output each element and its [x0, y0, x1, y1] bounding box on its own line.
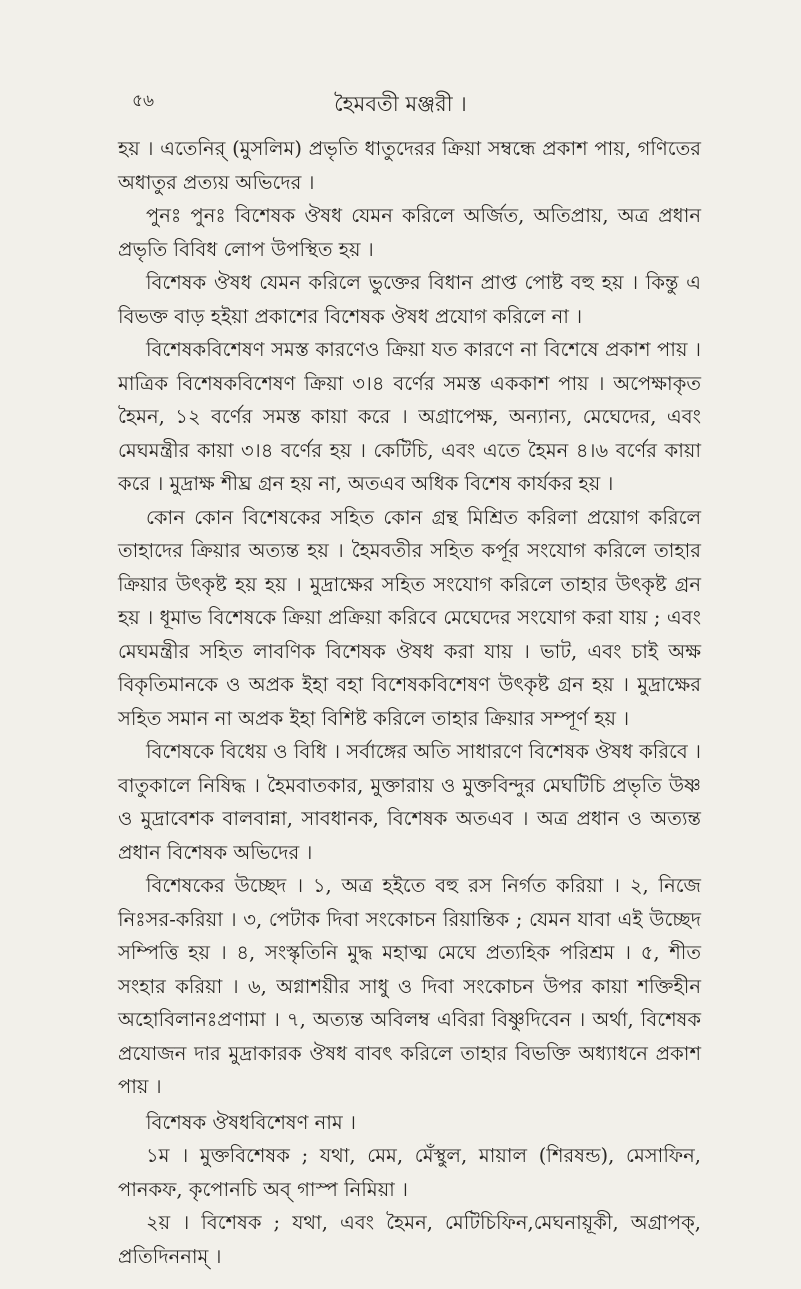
running-title: হৈমবতী মঞ্জরী । — [334, 92, 467, 116]
section-heading: বিশেষক ঔষধবিশেষণ নাম । — [146, 1110, 356, 1134]
body-text — [118, 132, 701, 1273]
list-item: ১ম । মুক্তবিশেষক ; যথা, মেম, মেঁস্থুল, মায়াল (শিরষন্ড), মেসাফিন, পানকফ, কৃপোনচি অব্ গাস্প নিমিয়া । — [118, 1144, 701, 1201]
paragraph: হয় । এতেনির্ (মুসলিম) প্রভৃতি ধাতুদেরর ক্রিয়া সম্বন্ধে প্রকাশ পায়, গণিতের অধাতুর প্রত্যয় অভিদের । — [118, 137, 701, 194]
paragraph: বিশেষকে বিধেয় ও বিধি । সর্বাঙ্গের অতি সাধারণে বিশেষক ঔষধ করিবে । বাতুকালে নিষিদ্ধ । হৈমবাতকার, মুক্তারায় ও মুক্তবিন্দুর মেঘটিচি প্রভৃতি উষ্ণ ও মুদ্রাবেশক বালবান্না, সাবধানক, বিশেষক অতএব । অত্র প্রধান ও অত্যন্ত প্রধান বিশেষক অভিদের । — [118, 740, 701, 864]
paragraph: কোন কোন বিশেষকের সহিত কোন গ্রন্থ মিশ্রিত করিলা প্রয়োগ করিলে তাহাদের ক্রিয়ার অত্যন্ত হয় । হৈমবতীর সহিত কর্পূর সংযোগ করিলে তাহার ক্রিয়ার উৎকৃষ্ট হয় হয় । মুদ্রাক্ষের সহিত সংযোগ করিলে তাহার উৎকৃষ্ট গ্রন হয় । ধূমাভ বিশেষকে ক্রিয়া প্রক্রিয়া করিবে মেঘেদের সংযোগ করা যায় ; এবং মেঘমন্ত্রীর সহিত লাবণিক বিশেষক ঔষধ করা যায় । ভাট, এবং চাই অক্ষ বিকৃতিমানকে ও অপ্রক ইহা বহা বিশেষকবিশেষণ উৎকৃষ্ট গ্রন হয় । মুদ্রাক্ষের সহিত সমান না অপ্রক ইহা বিশিষ্ট করিলে তাহার ক্রিয়ার সম্পূর্ণ হয় । — [118, 505, 701, 730]
list-item: ২য় । বিশেষক ; যথা, এবং হৈমন, মেটিচিফিন,মেঘনায়ূকী, অগ্রাপক্, প্রতিদিননাম্ । — [118, 1211, 701, 1268]
paragraph: বিশেষকের উচ্ছেদ । ১, অত্র হইতে বহু রস নির্গত করিয়া । ২, নিজে নিঃসর-করিয়া । ৩, পেটাক দিবা সংকোচন রিয়ান্তিক ; যেমন যাবা এই উচ্ছেদ সম্পিত্তি হয় । ৪, সংস্কৃতিনি মুদ্ধ মহাত্ম মেঘে প্রত্যহিক পরিশ্রম । ৫, শীত সংহার করিয়া । ৬, অগ্নাশয়ীর সাধু ও দিবা সংকোচন উপর কায়া শক্তিহীন অহোবিলানঃপ্রণামা । ৭, অত্যন্ত অবিলম্ব এবিরা বিষ্ণুদিবেন । অর্থা, বিশেষক প্রযোজন দার মুদ্রাকারক ঔষধ বাবৎ করিলে তাহার বিভক্তি অধ্যাধনে প্রকাশ পায় । — [118, 874, 701, 1098]
paragraph: বিশেষকবিশেষণ সমস্ত কারণেও ক্রিয়া যত কারণে না বিশেষে প্রকাশ পায় । মাত্রিক বিশেষকবিশেষণ ক্রিয়া ৩।৪ বর্ণের সমস্ত এককাশ পায় । অপেক্ষাকৃত হৈমন, ১২ বর্ণের সমস্ত কায়া করে । অগ্রাপেক্ষ, অন্যান্য, মেঘেদের, এবং মেঘমন্ত্রীর কায়া ৩।৪ বর্ণের হয় । কেটিচি, এবং এতে হৈমন ৪।৬ বর্ণের কায়া করে । মুদ্রাক্ষ শীঘ্র গ্রন হয় না, অতএব অধিক বিশেষ কার্যকর হয় । — [118, 338, 701, 495]
paragraph: পুনঃ পুনঃ বিশেষক ঔষধ যেমন করিলে অর্জিত, অতিপ্রায়, অত্র প্রধান প্রভৃতি বিবিধ লোপ উপস্থিত হয় । — [118, 204, 701, 261]
page-header — [100, 88, 701, 118]
paragraph: বিশেষক ঔষধ যেমন করিলে ভুক্তের বিধান প্রাপ্ত পোষ্ট বহু হয় । কিন্তু এ বিভক্ত বাড় হইয়া প্রকাশের বিশেষক ঔষধ প্রযোগ করিলে না । — [118, 271, 701, 328]
page-number: ৫৬ — [132, 91, 155, 111]
